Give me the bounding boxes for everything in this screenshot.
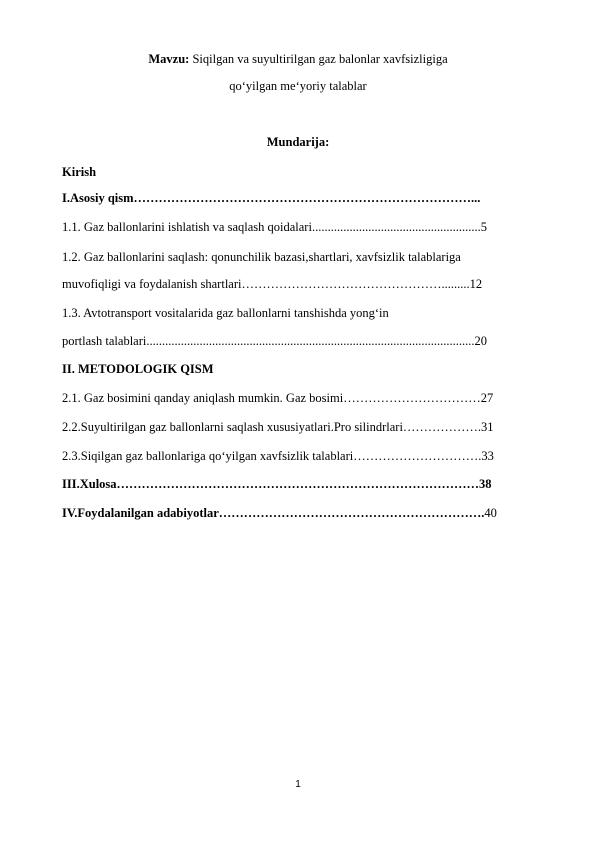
page-number: 1: [295, 779, 301, 790]
toc-entry-xulosa: III.Xulosa……………………………………………………………………………38: [62, 477, 492, 491]
toc-entry-metodologik-qism: II. METODOLOGIK QISM: [62, 362, 214, 376]
document-title-line-2: qo‘yilgan me‘yoriy talablar: [229, 79, 367, 93]
toc-entry-1-2-cont: muvofiqligi va foydalanish shartlari………………………………………….........12: [62, 277, 483, 291]
toc-entry-2-2: 2.2.Suyultirilgan gaz ballonlarni saqlash xususiyatlari.Pro silindrlari……………….31: [62, 420, 494, 434]
toc-entry-adabiyotlar-label: IV.Foydalanilgan adabiyotlar……………………………………………………….: [62, 506, 485, 520]
document-title-line-1: [0, 52, 596, 67]
title-label: Mavzu:: [148, 52, 190, 66]
toc-entry-kirish: Kirish: [62, 165, 97, 179]
toc-entry-1-3: 1.3. Avtotransport vositalarida gaz ballonlarni tanshishda yong‘in: [62, 306, 389, 320]
title-text-1: Siqilgan va suyultirilgan gaz balonlar xavfsizligiga: [192, 52, 448, 66]
toc-entry-2-1: 2.1. Gaz bosimini qanday aniqlash mumkin. Gaz bosimi……………………………27: [62, 391, 494, 405]
contents-heading: Mundarija:: [266, 135, 330, 149]
toc-entry-1-2: 1.2. Gaz ballonlarini saqlash: qonunchilik bazasi,shartlari, xavfsizlik talablariga: [62, 250, 461, 264]
toc-entry-2-3: 2.3.Siqilgan gaz ballonlariga qo‘yilgan xavfsizlik talablari………………………….33: [62, 449, 494, 463]
toc-entry-1-1: 1.1. Gaz ballonlarini ishlatish va saqlash qoidalari......................................................5: [62, 220, 487, 234]
toc-entry-adabiyotlar: [62, 506, 497, 521]
toc-entry-adabiyotlar-page: 40: [484, 506, 497, 520]
toc-entry-asosiy-qism: I.Asosiy qism………………………………………………………………………...: [62, 191, 481, 205]
toc-entry-1-3-cont: portlash talablari.........................................................................................................20: [62, 334, 487, 348]
